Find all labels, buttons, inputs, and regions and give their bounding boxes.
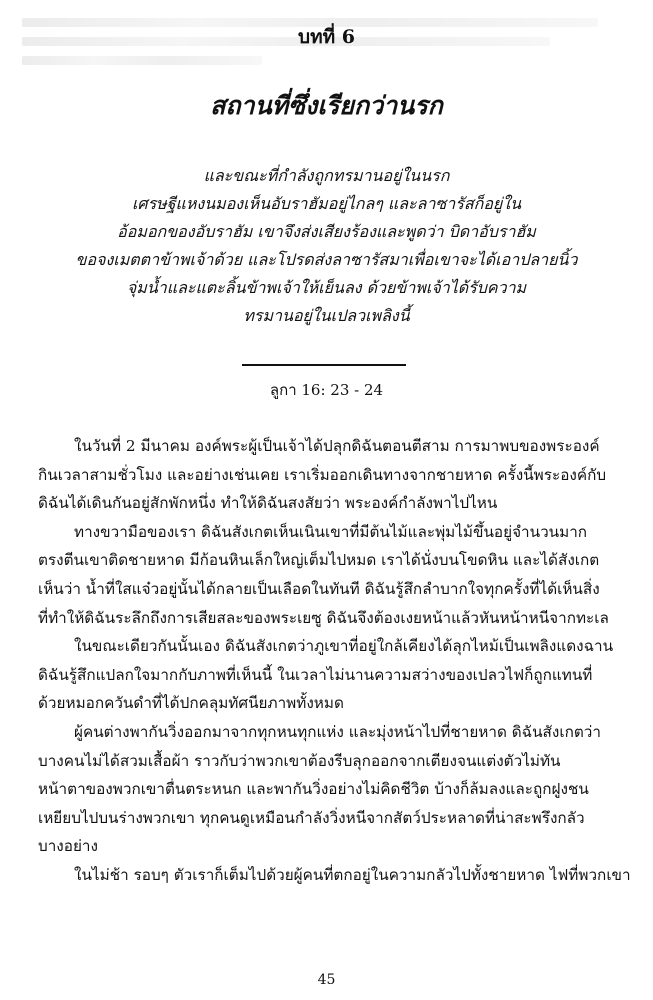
body-text — [38, 432, 633, 890]
body-line: ในขณะเดียวกันนั้นเอง ดิฉันสังเกตว่าภูเขาที่อยู่ใกล้เคียงได้ลุกไหม้เป็นเพลิงแดงฉาน — [74, 637, 614, 656]
body-line: บางอย่าง — [38, 837, 98, 856]
epigraph-line: เศรษฐีแหงนมองเห็นอับราฮัมอยู่ไกลๆ และลาซารัสก็อยู่ใน — [131, 194, 522, 213]
body-line: ด้วยหมอกควันดำที่ได้ปกคลุมทัศนียภาพทั้งหมด — [38, 694, 344, 713]
epigraph-line: ขอจงเมตตาข้าพเจ้าด้วย และโปรดส่งลาซารัสมาเพื่อเขาจะได้เอาปลายนิ้ว — [75, 250, 578, 269]
epigraph-line: อ้อมอกของอับราฮัม เขาจึงส่งเสียงร้องและพูดว่า บิดาอับราฮัม — [117, 222, 536, 241]
divider-rule — [242, 364, 406, 366]
chapter-label: บทที่ 6 — [298, 26, 355, 48]
body-line: หน้าตาของพวกเขาตื่นตระหนก และพากันวิ่งอย่างไม่คิดชีวิต บ้างก็ล้มลงและถูกฝูงชน — [38, 780, 589, 799]
body-line: เห็นว่า น้ำที่ใสแจ๋วอยู่นั้นได้กลายเป็นเลือดในทันที ดิฉันรู้สึกลำบากใจทุกครั้งที่ได้เห็นสิ่ง — [38, 579, 600, 598]
scripture-reference: ลูกา 16: 23 - 24 — [269, 381, 384, 399]
body-line: ตรงตีนเขาติดชายหาด มีก้อนหินเล็กใหญ่เต็มไปหมด เราได้นั่งบนโขดหิน และได้สังเกต — [38, 551, 600, 570]
body-line: ในวันที่ 2 มีนาคม องค์พระผู้เป็นเจ้าได้ปลุกดิฉันตอนตีสาม การมาพบของพระองค์ — [74, 437, 600, 455]
body-line: เหยียบไปบนร่างพวกเขา ทุกคนดูเหมือนกำลังวิ่งหนีจากสัตว์ประหลาดที่น่าสะพรึงกลัว — [38, 808, 585, 827]
body-line: ที่ทำให้ดิฉันระลึกถึงการเสียสละของพระเยซู ดิฉันจึงต้องเงยหน้าแล้วหันหน้าหนีจากทะเล — [38, 608, 609, 627]
body-line: ทางขวามือของเรา ดิฉันสังเกตเห็นเนินเขาที่มีต้นไม้และพุ่มไม้ขึ้นอยู่จำนวนมาก — [74, 522, 588, 541]
epigraph-line: และขณะที่กำลังถูกทรมานอยู่ในนรก — [203, 166, 450, 185]
epigraph-line: จุ่มน้ำและแตะลิ้นข้าพเจ้าให้เย็นลง ด้วยข้าพเจ้าได้รับความ — [126, 278, 527, 297]
page-number: 45 — [317, 972, 336, 988]
chapter-title: สถานที่ซึ่งเรียกว่านรก — [210, 91, 443, 120]
body-line: ดิฉันได้เดินกันอยู่สักพักหนึ่ง ทำให้ดิฉันสงสัยว่า พระองค์กำลังพาไปไหน — [38, 494, 498, 513]
body-line: ผู้คนต่างพากันวิ่งออกมาจากทุกหนทุกแห่ง และมุ่งหน้าไปที่ชายหาด ดิฉันสังเกตว่า — [74, 722, 601, 741]
epigraph-line: ทรมานอยู่ในเปลวเพลิงนี้ — [243, 306, 410, 325]
body-line: ดิฉันรู้สึกแปลกใจมากกับภาพที่เห็นนี้ ในเวลาไม่นานความสว่างของเปลวไฟก็ถูกแทนที่ — [38, 665, 593, 684]
epigraph — [50, 162, 603, 330]
body-line: ในไม่ช้า รอบๆ ตัวเราก็เต็มไปด้วยผู้คนที่ตกอยู่ในความกลัวไปทั้งชายหาด ไฟที่พวกเขา — [74, 865, 631, 884]
body-line: กินเวลาสามชั่วโมง และอย่างเช่นเคย เราเริ่มออกเดินทางจากชายหาด ครั้งนี้พระองค์กับ — [38, 465, 607, 484]
body-line: บางคนไม่ได้สวมเสื้อผ้า ราวกับว่าพวกเขาต้องรีบลุกออกจากเตียงจนแต่งตัวไม่ทัน — [38, 751, 561, 770]
